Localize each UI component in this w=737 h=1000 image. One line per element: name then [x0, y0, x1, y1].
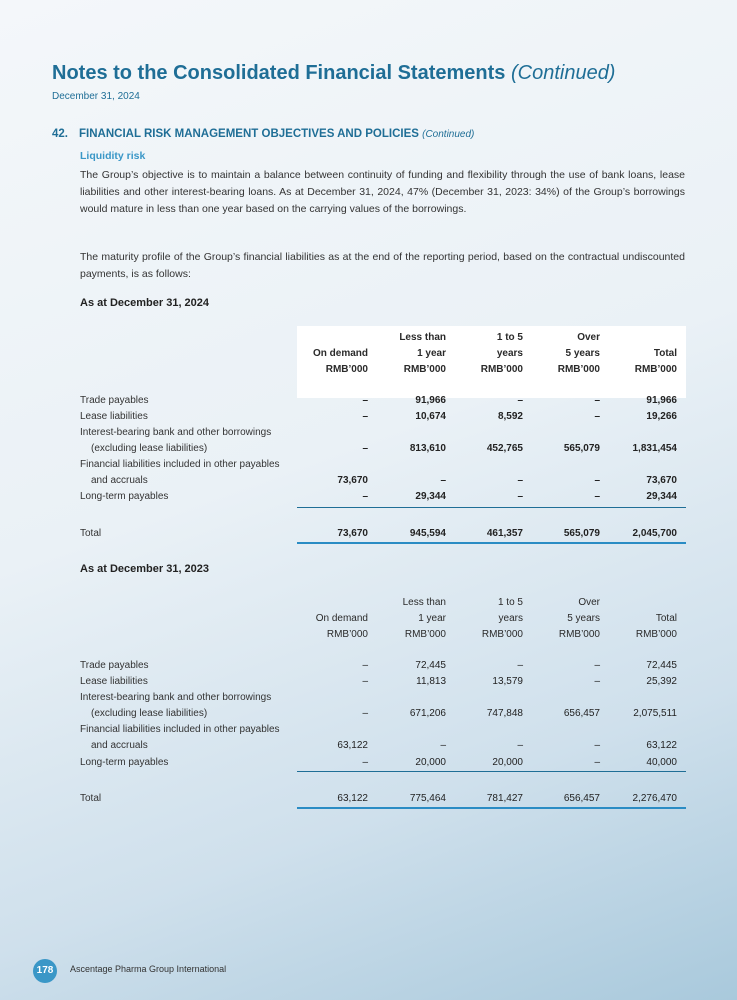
- table-cell: –: [594, 491, 600, 502]
- table-cell-total: 2,045,700: [632, 528, 677, 539]
- row-label: and accruals: [91, 475, 148, 486]
- table-cell: –: [440, 740, 446, 751]
- table-cell: 656,457: [563, 708, 600, 719]
- table-cell: 8,592: [497, 411, 523, 422]
- page-number: 178: [33, 959, 57, 983]
- table-2024-heading: As at December 31, 2024: [80, 297, 210, 309]
- col-header-less-than-1-year: Less than 1 year RMB’000: [399, 332, 446, 375]
- table-cell: –: [362, 491, 368, 502]
- table-cell-total: 945,594: [409, 528, 446, 539]
- row-label: Interest-bearing bank and other borrowings: [80, 692, 272, 703]
- table-cell: 2,075,511: [633, 708, 677, 719]
- col-header-total: Total RMB’000: [634, 348, 677, 375]
- table-cell: –: [594, 395, 600, 406]
- total-rule: [297, 542, 686, 544]
- col-header-over-5-years: Over 5 years RMB’000: [557, 332, 600, 375]
- table-cell: 565,079: [563, 443, 600, 454]
- footer-company: Ascentage Pharma Group International: [70, 964, 227, 974]
- row-label: Long-term payables: [80, 491, 169, 502]
- col-header-on-demand: On demand RMB’000: [312, 348, 368, 375]
- table-cell: –: [362, 660, 368, 671]
- table-cell-total: 656,457: [563, 793, 600, 804]
- table-2023-heading: As at December 31, 2023: [80, 563, 210, 575]
- table-cell: –: [517, 740, 523, 751]
- table-cell: 63,122: [337, 740, 368, 751]
- table-cell: –: [517, 395, 523, 406]
- table-cell: 11,813: [416, 676, 446, 687]
- table-cell: 91,966: [415, 395, 446, 406]
- section-title: FINANCIAL RISK MANAGEMENT OBJECTIVES AND POLICIES: [79, 128, 419, 140]
- table-cell: 13,579: [492, 676, 523, 687]
- table-cell: 671,206: [409, 708, 446, 719]
- paragraph-maturity: The maturity profile of the Group’s financial liabilities as at the end of the reporting period, based on the contractual undiscounted payments, is as follows:: [80, 251, 685, 280]
- row-label: Financial liabilities included in other payables: [80, 459, 280, 470]
- table-cell: 29,344: [415, 491, 446, 502]
- table-cell: –: [362, 676, 368, 687]
- col-header-total: Total RMB’000: [635, 613, 677, 640]
- subtotal-rule: [297, 507, 686, 508]
- table-cell: 72,445: [415, 660, 446, 671]
- table-cell: 19,266: [646, 411, 677, 422]
- table-cell: 29,344: [646, 491, 677, 502]
- row-label: Long-term payables: [80, 757, 169, 768]
- page-date: December 31, 2024: [52, 91, 140, 102]
- row-label: Lease liabilities: [80, 411, 148, 422]
- table-cell: 73,670: [646, 475, 677, 486]
- row-label: (excluding lease liabilities): [91, 443, 208, 454]
- row-label: Financial liabilities included in other payables: [80, 724, 280, 735]
- row-label: Lease liabilities: [80, 676, 148, 687]
- table-cell: –: [517, 475, 523, 486]
- table-cell-total: 775,464: [409, 793, 446, 804]
- table-cell: 73,670: [337, 475, 368, 486]
- col-header-1-to-5-years: 1 to 5 years RMB’000: [480, 332, 523, 375]
- row-label-total: Total: [80, 528, 102, 539]
- table-cell: –: [362, 411, 368, 422]
- paragraph-objective: The Group’s objective is to maintain a balance between continuity of funding and flexibility through the use of bank loans, lease liabilities and other interest-bearing loans. As at December 31, 2024, 47% (December 31, 2023: 34%) of the Group’s borrowings would mature in less than one year based on the carrying values of the borrowings.: [80, 169, 685, 215]
- page-title-suffix: (Continued): [510, 62, 616, 84]
- table-cell: –: [517, 660, 523, 671]
- row-label: and accruals: [91, 740, 148, 751]
- table-cell: 20,000: [492, 757, 523, 768]
- table-cell: 1,831,454: [632, 443, 677, 454]
- table-cell: 452,765: [486, 443, 523, 454]
- table-cell-total: 461,357: [486, 528, 523, 539]
- table-cell: –: [594, 757, 600, 768]
- col-header-over-5-years: Over 5 years RMB’000: [558, 597, 600, 640]
- table-cell: 91,966: [646, 395, 677, 406]
- table-cell: –: [594, 411, 600, 422]
- table-cell: –: [594, 660, 600, 671]
- table-cell: 10,674: [415, 411, 446, 422]
- row-label-total: Total: [80, 793, 102, 804]
- table-cell: 63,122: [646, 740, 677, 751]
- table-cell: 747,848: [486, 708, 523, 719]
- col-header-less-than-1-year: Less than 1 year RMB’000: [402, 597, 446, 640]
- col-header-on-demand: On demand RMB’000: [315, 613, 368, 640]
- row-label: Trade payables: [80, 395, 149, 406]
- table-cell: –: [594, 475, 600, 486]
- section-suffix: (Continued): [422, 129, 475, 140]
- table-cell-total: 63,122: [337, 793, 368, 804]
- table-cell: –: [362, 443, 368, 454]
- table-cell-total: 565,079: [563, 528, 600, 539]
- row-label: Trade payables: [80, 660, 149, 671]
- table-cell: 813,610: [409, 443, 446, 454]
- row-label: Interest-bearing bank and other borrowings: [80, 427, 272, 438]
- table-cell-total: 73,670: [337, 528, 368, 539]
- table-cell-total: 2,276,470: [632, 793, 677, 804]
- page-title-text: Notes to the Consolidated Financial Statements: [52, 62, 506, 84]
- liquidity-subheading: Liquidity risk: [80, 150, 146, 162]
- table-cell: –: [440, 475, 446, 486]
- section-heading: [52, 128, 474, 140]
- section-number: 42.: [52, 128, 68, 140]
- table-cell: –: [362, 708, 368, 719]
- col-header-1-to-5-years: 1 to 5 years RMB’000: [481, 597, 523, 640]
- table-cell: 40,000: [646, 757, 677, 768]
- table-cell: 20,000: [415, 757, 446, 768]
- table-cell: –: [594, 740, 600, 751]
- page-title: [52, 62, 615, 85]
- total-rule: [297, 807, 686, 809]
- table-cell: 72,445: [646, 660, 677, 671]
- row-label: (excluding lease liabilities): [91, 708, 208, 719]
- table-cell: –: [594, 676, 600, 687]
- table-cell: –: [362, 757, 368, 768]
- table-cell: 25,392: [646, 676, 677, 687]
- table-cell-total: 781,427: [486, 793, 523, 804]
- table-cell: –: [362, 395, 368, 406]
- subtotal-rule: [297, 771, 686, 772]
- table-cell: –: [517, 491, 523, 502]
